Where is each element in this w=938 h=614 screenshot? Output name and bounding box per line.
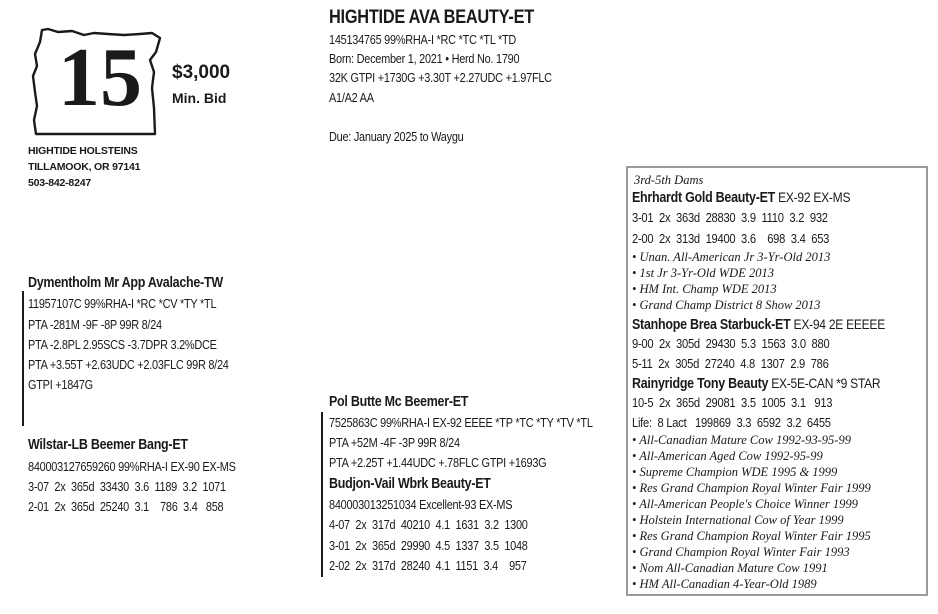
third-dam-title	[632, 189, 850, 207]
animal-born-line: Born: December 1, 2021 • Herd No. 1790	[329, 51, 520, 66]
consignor-phone: 503-842-8247	[28, 177, 91, 189]
animal-genomics-line: 32K GTPI +1730G +3.30T +2.27UDC +1.97FLC	[329, 70, 552, 85]
min-bid-price: $3,000	[172, 62, 231, 83]
fifth-dam-honor: • All-American People's Choice Winner 1999	[632, 497, 858, 511]
fifth-dam-honor: • Res Grand Champion Royal Winter Fair 1999	[632, 481, 871, 495]
sire-line: PTA -281M -9F -8P 99R 8/24	[28, 317, 162, 332]
granddam-name: Budjon-Vail Wbrk Beauty-ET	[329, 476, 491, 492]
pedigree-bracket	[321, 412, 323, 577]
dam-line: 840003127659260 99%RHA-I EX-90 EX-MS	[28, 459, 236, 474]
animal-header	[329, 7, 567, 29]
fourth-dam-title	[632, 316, 885, 334]
animal-id-line: 145134765 99%RHA-I *RC *TC *TL *TD	[329, 32, 517, 47]
lot-number: 15	[58, 31, 142, 124]
fifth-dam-record: 10-5 2x 365d 29081 3.5 1005 3.1 913	[632, 395, 833, 410]
fifth-dam-honor: • HM All-Canadian 4-Year-Old 1989	[632, 577, 817, 591]
sire-line: GTPI +1847G	[28, 377, 93, 392]
third-dam-honor: • 1st Jr 3-Yr-Old WDE 2013	[632, 266, 774, 280]
fifth-dam-honor: • Nom All-Canadian Mature Cow 1991	[632, 561, 828, 575]
min-bid-label: Min. Bid	[172, 90, 227, 106]
third-dam-honor: • Grand Champ District 8 Show 2013	[632, 298, 821, 312]
animal-name: HIGHTIDE AVA BEAUTY-ET	[329, 7, 534, 28]
fourth-dam-record: 9-00 2x 305d 29430 5.3 1563 3.0 880	[632, 336, 830, 351]
third-dam-classification: EX-92 EX-MS	[775, 189, 851, 205]
sire-line: PTA -2.8PL 2.95SCS -3.7DPR 3.2%DCE	[28, 337, 217, 352]
consignor-name: HIGHTIDE HOLSTEINS	[28, 145, 138, 157]
fifth-dam-honor: • All-Canadian Mature Cow 1992-93-95-99	[632, 433, 851, 447]
fifth-dam-lifetime: Life: 8 Lact 199869 3.3 6592 3.2 6455	[632, 415, 831, 430]
animal-due-line: Due: January 2025 to Waygu	[329, 129, 464, 144]
grandsire-line: 7525863C 99%RHA-I EX-92 EEEE *TP *TC *TY *TV *TL	[329, 415, 593, 430]
fifth-dam-honor: • All-American Aged Cow 1992-95-99	[632, 449, 823, 463]
sire-line: 11957107C 99%RHA-I *RC *CV *TY *TL	[28, 296, 217, 311]
fifth-dam-honor: • Supreme Champion WDE 1995 & 1999	[632, 465, 838, 479]
third-dam-honor: • HM Int. Champ WDE 2013	[632, 282, 777, 296]
third-dam-record: 2-00 2x 313d 19400 3.6 698 3.4 653	[632, 231, 830, 246]
granddam-record: 3-01 2x 365d 29990 4.5 1337 3.5 1048	[329, 538, 528, 553]
fourth-dam-name: Stanhope Brea Starbuck-ET	[632, 317, 791, 333]
fifth-dam-honor: • Grand Champion Royal Winter Fair 1993	[632, 545, 850, 559]
granddam-record: 4-07 2x 317d 40210 4.1 1631 3.2 1300	[329, 517, 528, 532]
sire-line: PTA +3.55T +2.63UDC +2.03FLC 99R 8/24	[28, 357, 229, 372]
dam-record: 2-01 2x 365d 25240 3.1 786 3.4 858	[28, 499, 224, 514]
third-dam-honor: • Unan. All-American Jr 3-Yr-Old 2013	[632, 250, 831, 264]
third-dam-name: Ehrhardt Gold Beauty-ET	[632, 190, 776, 206]
animal-a2-line: A1/A2 AA	[329, 90, 374, 105]
grandsire-line: PTA +2.25T +1.44UDC +.78FLC GTPI +1693G	[329, 455, 547, 470]
fifth-dam-honor: • Holstein International Cow of Year 1999	[632, 513, 844, 527]
dams-box	[626, 166, 928, 596]
fifth-dam-title	[632, 375, 880, 393]
fourth-dam-record: 5-11 2x 305d 27240 4.8 1307 2.9 786	[632, 356, 829, 371]
fifth-dam-honor: • Res Grand Champion Royal Winter Fair 1995	[632, 529, 871, 543]
fourth-dam-classification: EX-94 2E EEEEE	[790, 316, 885, 332]
dam-record: 3-07 2x 365d 33430 3.6 1189 3.2 1071	[28, 479, 226, 494]
dams-box-heading: 3rd-5th Dams	[634, 173, 704, 187]
granddam-record: 2-02 2x 317d 28240 4.1 1151 3.4 957	[329, 558, 527, 573]
dam-name: Wilstar-LB Beemer Bang-ET	[28, 437, 188, 453]
third-dam-record: 3-01 2x 363d 28830 3.9 1110 3.2 932	[632, 210, 828, 225]
grandsire-line: PTA +52M -4F -3P 99R 8/24	[329, 435, 460, 450]
granddam-line: 840003013251034 Excellent-93 EX-MS	[329, 497, 513, 512]
grandsire-name: Pol Butte Mc Beemer-ET	[329, 394, 469, 410]
sire-name: Dymentholm Mr App Avalache-TW	[28, 275, 223, 291]
pedigree-bracket	[22, 291, 24, 426]
fifth-dam-name: Rainyridge Tony Beauty	[632, 376, 769, 392]
consignor-location: TILLAMOOK, OR 97141	[28, 161, 141, 173]
fifth-dam-classification: EX-5E-CAN *9 STAR	[768, 375, 881, 391]
